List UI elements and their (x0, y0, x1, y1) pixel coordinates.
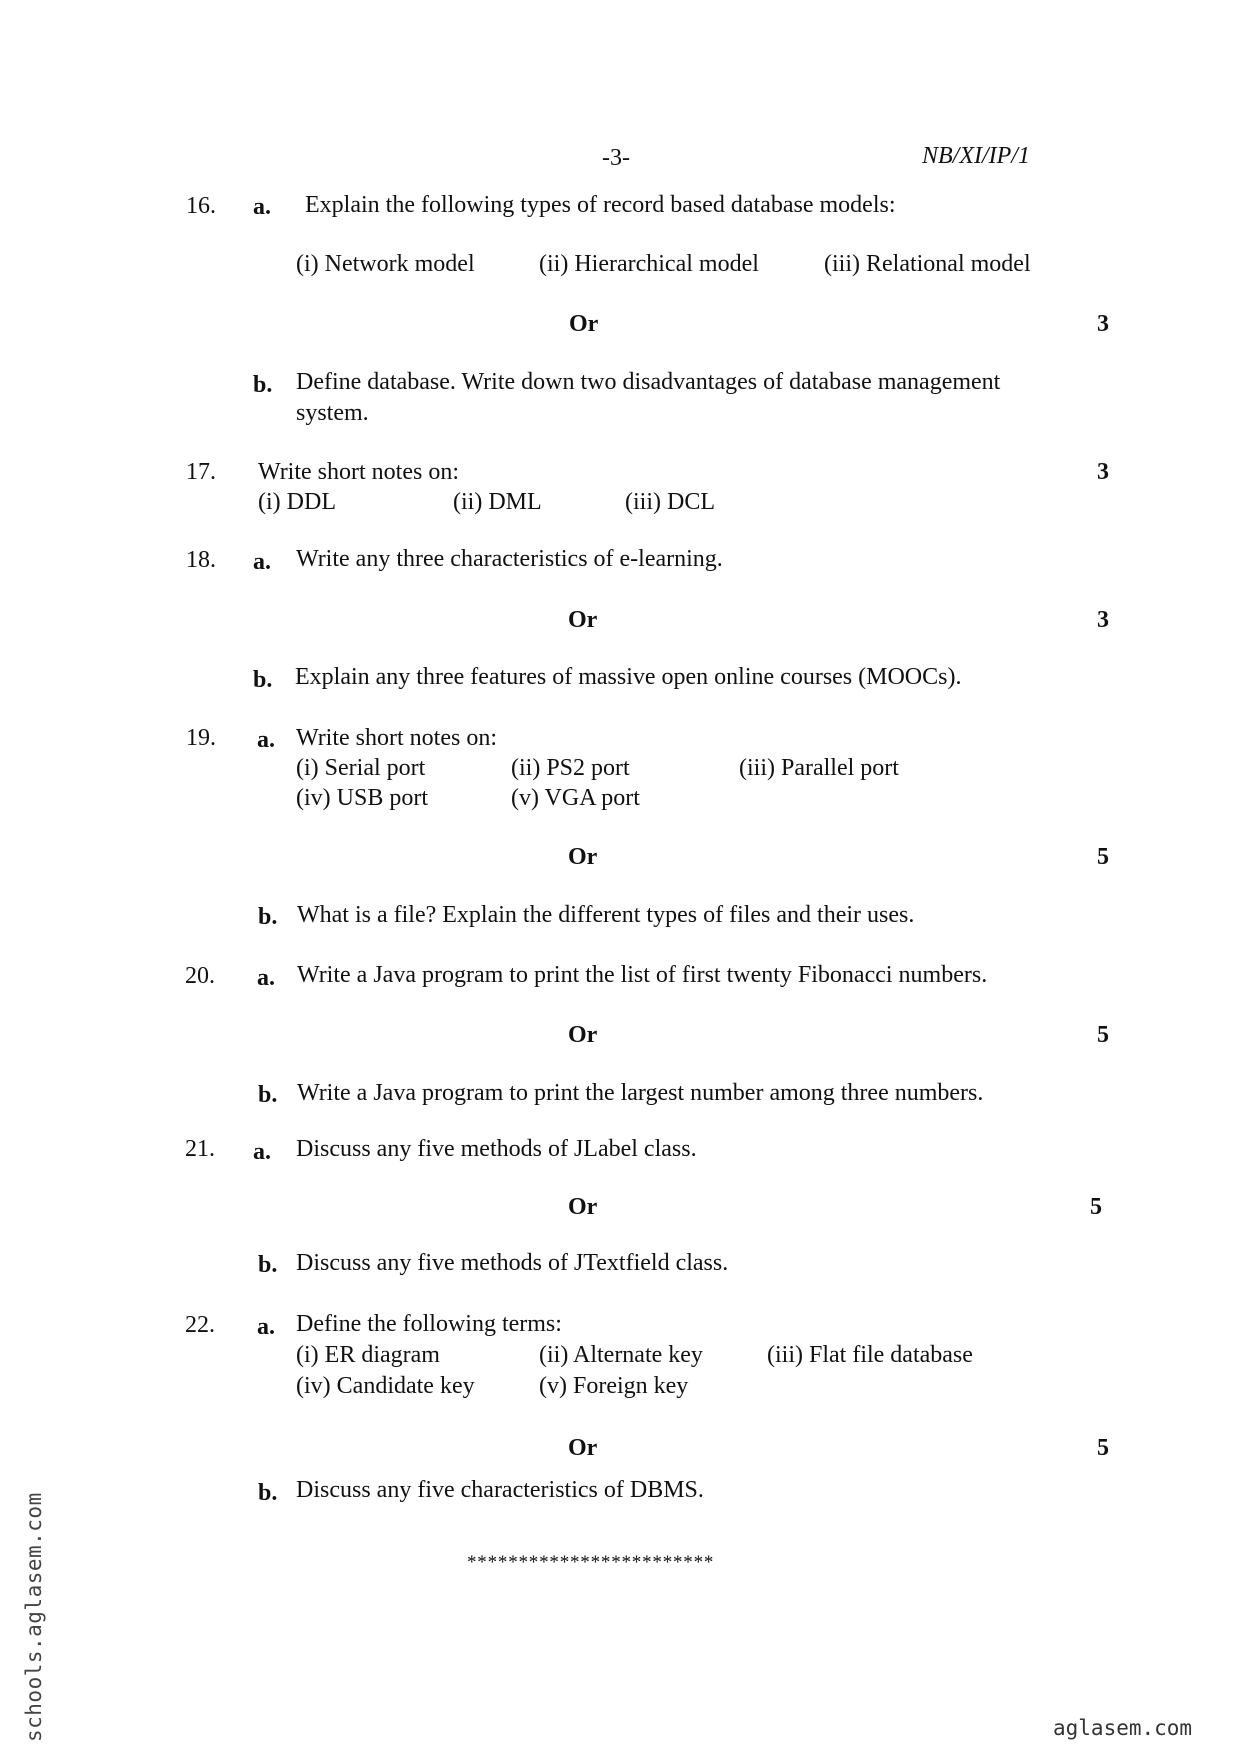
q16-part-b-text-continued: system. (296, 400, 369, 426)
q16-option: (i) Network model (296, 251, 475, 277)
paper-code: NB/XI/IP/1 (922, 143, 1030, 169)
q20-part-a-label: a. (257, 965, 275, 991)
q22-part-a-label: a. (257, 1314, 275, 1340)
q16-option: (ii) Hierarchical model (539, 251, 759, 277)
end-of-paper-marker: ************************ (467, 1552, 715, 1573)
q19-part-b-label: b. (258, 904, 278, 930)
bottom-watermark: aglasem.com (1053, 1716, 1193, 1740)
q17-option: (i) DDL (258, 489, 336, 515)
q21-part-b-text: Discuss any five methods of JTextfield class. (296, 1250, 729, 1276)
q17-option: (iii) DCL (625, 489, 715, 515)
q17-option: (ii) DML (453, 489, 542, 515)
question-number-16: 16. (186, 193, 216, 219)
q16-marks: 3 (1097, 311, 1109, 337)
q16-or: Or (569, 311, 599, 337)
q18-part-a-label: a. (253, 549, 271, 575)
q18-or: Or (568, 607, 598, 633)
q21-marks: 5 (1090, 1194, 1102, 1220)
q18-part-a-text: Write any three characteristics of e-learning. (296, 546, 723, 572)
q22-part-a-text: Define the following terms: (296, 1311, 562, 1337)
q22-option: (iii) Flat file database (767, 1342, 973, 1368)
q22-part-b-label: b. (258, 1480, 278, 1506)
q22-option: (iv) Candidate key (296, 1373, 475, 1399)
q17-text: Write short notes on: (258, 459, 459, 485)
q16-part-b-label: b. (253, 372, 273, 398)
question-number-17: 17. (186, 459, 216, 485)
question-number-20: 20. (185, 963, 215, 989)
q20-or: Or (568, 1022, 598, 1048)
q16-part-b-text: Define database. Write down two disadvantages of database management (296, 369, 1001, 395)
q19-marks: 5 (1097, 844, 1109, 870)
q20-part-b-label: b. (258, 1082, 278, 1108)
q18-part-b-text: Explain any three features of massive open online courses (MOOCs). (295, 664, 962, 690)
q22-part-b-text: Discuss any five characteristics of DBMS. (296, 1477, 704, 1503)
page-number: -3- (602, 145, 630, 171)
question-number-19: 19. (186, 725, 216, 751)
question-number-21: 21. (185, 1136, 215, 1162)
q19-option: (v) VGA port (511, 785, 640, 811)
q19-or: Or (568, 844, 598, 870)
q19-option: (iii) Parallel port (739, 755, 899, 781)
question-number-18: 18. (186, 547, 216, 573)
q16-part-a-text: Explain the following types of record based database models: (305, 192, 896, 218)
q19-part-b-text: What is a file? Explain the different types of files and their uses. (297, 902, 915, 928)
q22-option: (i) ER diagram (296, 1342, 440, 1368)
q19-option: (iv) USB port (296, 785, 428, 811)
q19-option: (i) Serial port (296, 755, 426, 781)
q17-marks: 3 (1097, 459, 1109, 485)
q16-part-a-label: a. (253, 194, 271, 220)
question-number-22: 22. (185, 1312, 215, 1338)
q19-part-a-text: Write short notes on: (296, 725, 497, 751)
q19-part-a-label: a. (257, 727, 275, 753)
q21-part-a-label: a. (253, 1139, 271, 1165)
q22-option: (v) Foreign key (539, 1373, 689, 1399)
q19-option: (ii) PS2 port (511, 755, 630, 781)
q22-or: Or (568, 1435, 598, 1461)
q18-part-b-label: b. (253, 667, 273, 693)
side-watermark: schools.aglasem.com (22, 1492, 46, 1742)
q22-marks: 5 (1097, 1435, 1109, 1461)
q21-or: Or (568, 1194, 598, 1220)
q20-part-a-text: Write a Java program to print the list of first twenty Fibonacci numbers. (297, 962, 988, 988)
q21-part-b-label: b. (258, 1252, 278, 1278)
q22-option: (ii) Alternate key (539, 1342, 703, 1368)
q20-part-b-text: Write a Java program to print the largest number among three numbers. (297, 1080, 984, 1106)
q16-option: (iii) Relational model (824, 251, 1031, 277)
q21-part-a-text: Discuss any five methods of JLabel class. (296, 1136, 697, 1162)
q18-marks: 3 (1097, 607, 1109, 633)
q20-marks: 5 (1097, 1022, 1109, 1048)
